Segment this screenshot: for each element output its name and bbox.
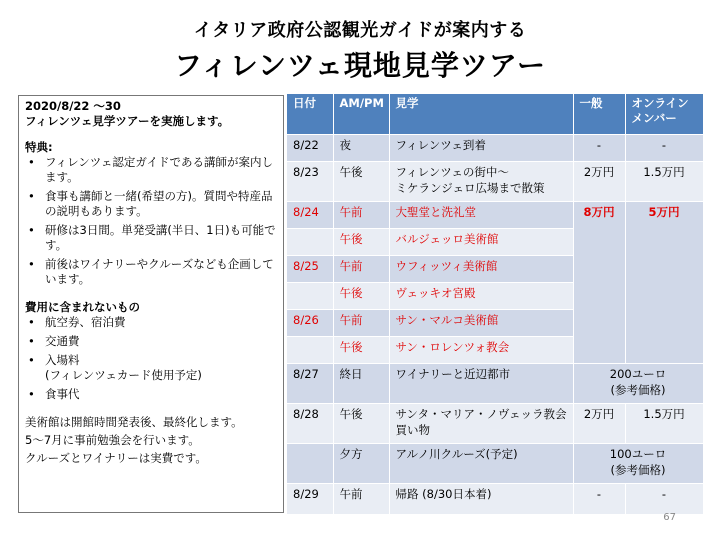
date-cell: 8/23 — [287, 162, 333, 202]
time-cell: 午前 — [333, 484, 389, 514]
col-header-date: 日付 — [287, 94, 333, 135]
time-cell: 午後 — [333, 229, 389, 256]
list-item: • 食事も講師と一緒(希望の方)。質問や特産品の説明もあります。 — [25, 189, 277, 219]
page-subtitle: イタリア政府公認観光ガイドが案内する — [193, 20, 527, 41]
list-item: • 食事代 — [25, 387, 277, 402]
time-cell: 午後 — [333, 283, 389, 310]
page-number: 67 — [663, 512, 676, 523]
col-header-general: 一般 — [573, 94, 625, 135]
list-item: • 航空券、宿泊費 — [25, 315, 277, 330]
visit-cell: フィレンツェの街中〜 ミケランジェロ広場まで散策 — [389, 162, 573, 202]
general-price-cell: 2万円 — [573, 162, 625, 202]
table-row — [287, 364, 703, 404]
date-cell — [287, 283, 333, 310]
member-price-cell: - — [625, 484, 703, 514]
col-header-member: オンライン メンバー — [625, 94, 703, 135]
price-cell: 100ユーロ (参考価格) — [573, 444, 703, 484]
table-header-row — [287, 94, 703, 135]
table-row — [287, 404, 703, 444]
merged-general-price: 8万円 — [573, 202, 625, 364]
general-price-cell: 2万円 — [573, 404, 625, 444]
date-cell — [287, 229, 333, 256]
date-cell: 8/29 — [287, 484, 333, 514]
visit-cell: サンタ・マリア・ノヴェッラ教会 買い物 — [389, 404, 573, 444]
table-row — [287, 135, 703, 162]
member-price-cell: 1.5万円 — [625, 404, 703, 444]
time-cell: 午後 — [333, 162, 389, 202]
tour-dates: 2020/8/22 〜30 — [25, 99, 121, 113]
date-cell — [287, 444, 333, 484]
visit-cell: フィレンツェ到着 — [389, 135, 573, 162]
visit-cell: サン・ロレンツォ教会 — [389, 337, 573, 364]
col-header-visit: 見学 — [389, 94, 573, 135]
table-row — [287, 484, 703, 514]
col-header-ampm: AM/PM — [333, 94, 389, 135]
table-row — [287, 444, 703, 484]
excluded-list — [25, 315, 277, 402]
perks-heading: 特典: — [25, 140, 53, 154]
note: クルーズとワイナリーは実費です。 — [25, 451, 207, 465]
info-box — [18, 95, 284, 513]
list-item: • 研修は3日間。単発受講(半日、1日)も可能です。 — [25, 223, 277, 253]
list-item: • 前後はワイナリーやクルーズなども企画しています。 — [25, 257, 277, 287]
time-cell: 午前 — [333, 202, 389, 229]
merged-member-price: 5万円 — [625, 202, 703, 364]
general-price-cell: - — [573, 484, 625, 514]
date-cell — [287, 337, 333, 364]
date-cell: 8/24 — [287, 202, 333, 229]
page-title: フィレンツェ現地見学ツアー — [173, 49, 547, 82]
perks-list — [25, 155, 277, 287]
note: 5〜7月に事前勉強会を行います。 — [25, 433, 200, 447]
list-item: • 入場料 (フィレンツェカード使用予定) — [25, 353, 277, 383]
schedule-table — [287, 94, 704, 514]
date-cell: 8/25 — [287, 256, 333, 283]
time-cell: 午前 — [333, 310, 389, 337]
time-cell: 午後 — [333, 337, 389, 364]
list-item: • フィレンツェ認定ガイドである講師が案内します。 — [25, 155, 277, 185]
time-cell: 終日 — [333, 364, 389, 404]
table-row — [287, 162, 703, 202]
visit-cell: サン・マルコ美術館 — [389, 310, 573, 337]
table-row — [287, 202, 703, 229]
visit-cell: ウフィッツィ美術館 — [389, 256, 573, 283]
visit-cell: ワイナリーと近辺都市 — [389, 364, 573, 404]
date-cell: 8/22 — [287, 135, 333, 162]
date-cell: 8/28 — [287, 404, 333, 444]
price-cell: 200ユーロ (参考価格) — [573, 364, 703, 404]
list-item: • 交通費 — [25, 334, 277, 349]
excluded-heading: 費用に含まれないもの — [25, 300, 140, 314]
tour-intro: フィレンツェ見学ツアーを実施します。 — [25, 114, 230, 128]
time-cell: 夜 — [333, 135, 389, 162]
note: 美術館は開館時間発表後、最終化します。 — [25, 415, 243, 429]
visit-cell: ヴェッキオ宮殿 — [389, 283, 573, 310]
time-cell: 午前 — [333, 256, 389, 283]
member-price-cell: - — [625, 135, 703, 162]
visit-cell: アルノ川クルーズ(予定) — [389, 444, 573, 484]
time-cell: 午後 — [333, 404, 389, 444]
date-cell: 8/27 — [287, 364, 333, 404]
general-price-cell: - — [573, 135, 625, 162]
visit-cell: バルジェッロ美術館 — [389, 229, 573, 256]
visit-cell: 大聖堂と洗礼堂 — [389, 202, 573, 229]
date-cell: 8/26 — [287, 310, 333, 337]
member-price-cell: 1.5万円 — [625, 162, 703, 202]
time-cell: 夕方 — [333, 444, 389, 484]
visit-cell: 帰路 (8/30日本着) — [389, 484, 573, 514]
